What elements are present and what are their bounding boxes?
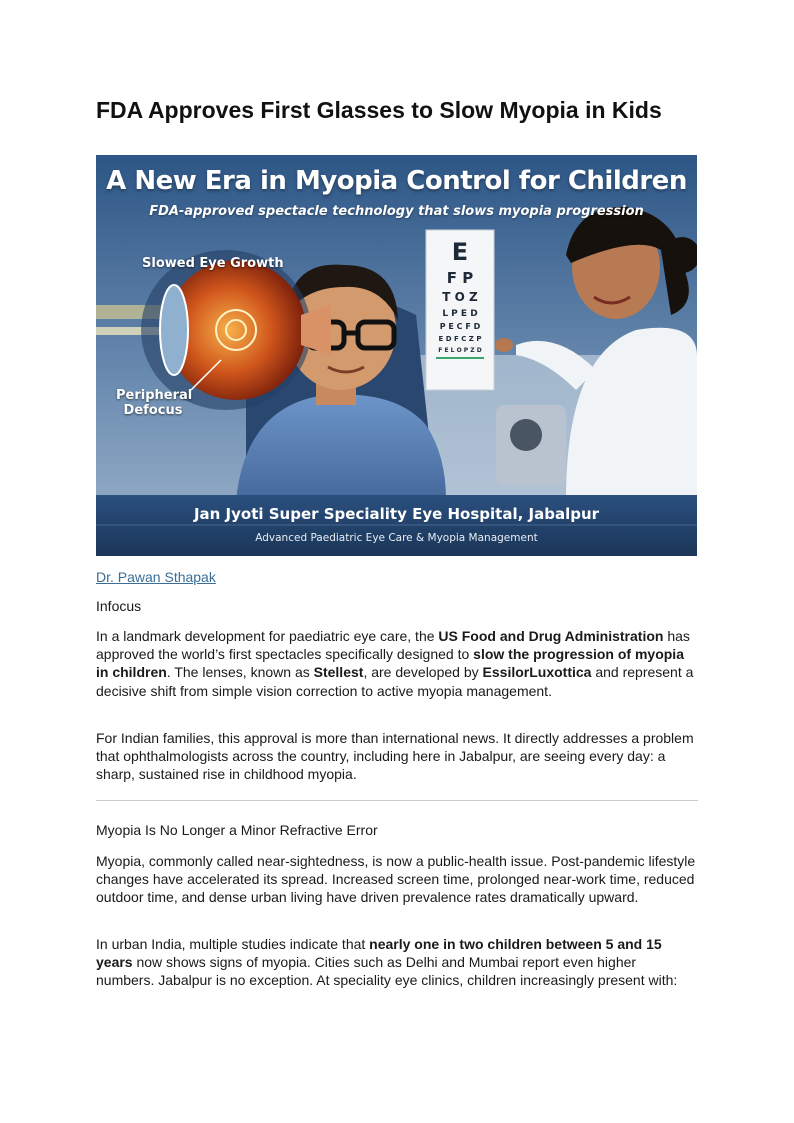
author-link[interactable]: Dr. Pawan Sthapak (96, 569, 216, 585)
svg-text:E D F C Z P: E D F C Z P (438, 335, 482, 343)
text: has approved the world’s first spectacles specifically designed to (96, 628, 690, 663)
bold-text: US Food and Drug Administration (438, 628, 664, 644)
svg-text:T O Z: T O Z (442, 290, 478, 304)
svg-text:F E L O P Z D: F E L O P Z D (438, 347, 482, 354)
text: In a landmark development for paediatric eye care, the (96, 628, 439, 644)
category-label: Infocus (96, 598, 142, 614)
svg-text:F P: F P (446, 269, 474, 287)
hero-title: A New Era in Myopia Control for Children (106, 166, 687, 196)
label-slowed-eye-growth: Slowed Eye Growth (142, 256, 284, 271)
label-peripheral-defocus (116, 388, 193, 418)
text: . The lenses, known as (166, 664, 314, 681)
label-peripheral-line2: Defocus (123, 403, 183, 418)
svg-text:P E C F D: P E C F D (439, 322, 481, 331)
text: now shows signs of myopia. Cities such as Delhi and Mumbai report even higher numbers. Jabalpur is no exception. At speciality eye clinics, children increasingly present with: (96, 954, 678, 989)
text: In urban India, multiple studies indicate that (96, 936, 370, 952)
hero-hospital-name: Jan Jyoti Super Speciality Eye Hospital, Jabalpur (193, 505, 600, 523)
paragraph-urban-india (96, 935, 698, 990)
hero-tagline: Advanced Paediatric Eye Care & Myopia Management (255, 532, 538, 544)
paragraph-indian-families: For Indian families, this approval is more than international news. It directly addresses a problem that ophthalmologists across the country, including here in Jabalpur, are seeing every day: a sharp, sustained rise in childhood myopia. (96, 730, 694, 783)
svg-text:E: E (451, 238, 469, 266)
section-heading: Myopia Is No Longer a Minor Refractive Error (96, 822, 378, 838)
text: and represent a decisive shift from simple vision correction to active myopia management. (96, 664, 694, 699)
bold-text: Stellest (313, 664, 364, 681)
article-title: FDA Approves First Glasses to Slow Myopia in Kids (96, 97, 662, 123)
label-peripheral-line1: Peripheral (116, 388, 193, 403)
paragraph-myopia-public-health: Myopia, commonly called near-sightedness, is now a public-health issue. Post-pandemic lifestyle changes have accelerated its spread. Increased screen time, prolonged near-work time, reduced outdoor time, and dense urban living have driven prevalence rates dramatically upward. (96, 853, 696, 906)
paragraph-intro (96, 627, 698, 700)
section-divider (96, 800, 698, 801)
text: , are developed by (363, 664, 483, 681)
bold-text: EssilorLuxottica (482, 664, 592, 681)
bold-text: slow the progression of myopia in children (96, 646, 684, 681)
hero-image (96, 155, 697, 556)
svg-text:L P E D: L P E D (442, 309, 478, 319)
hero-subtitle: FDA-approved spectacle technology that slows myopia progression (149, 204, 644, 219)
bold-text: nearly one in two children between 5 and 15 years (96, 936, 662, 971)
